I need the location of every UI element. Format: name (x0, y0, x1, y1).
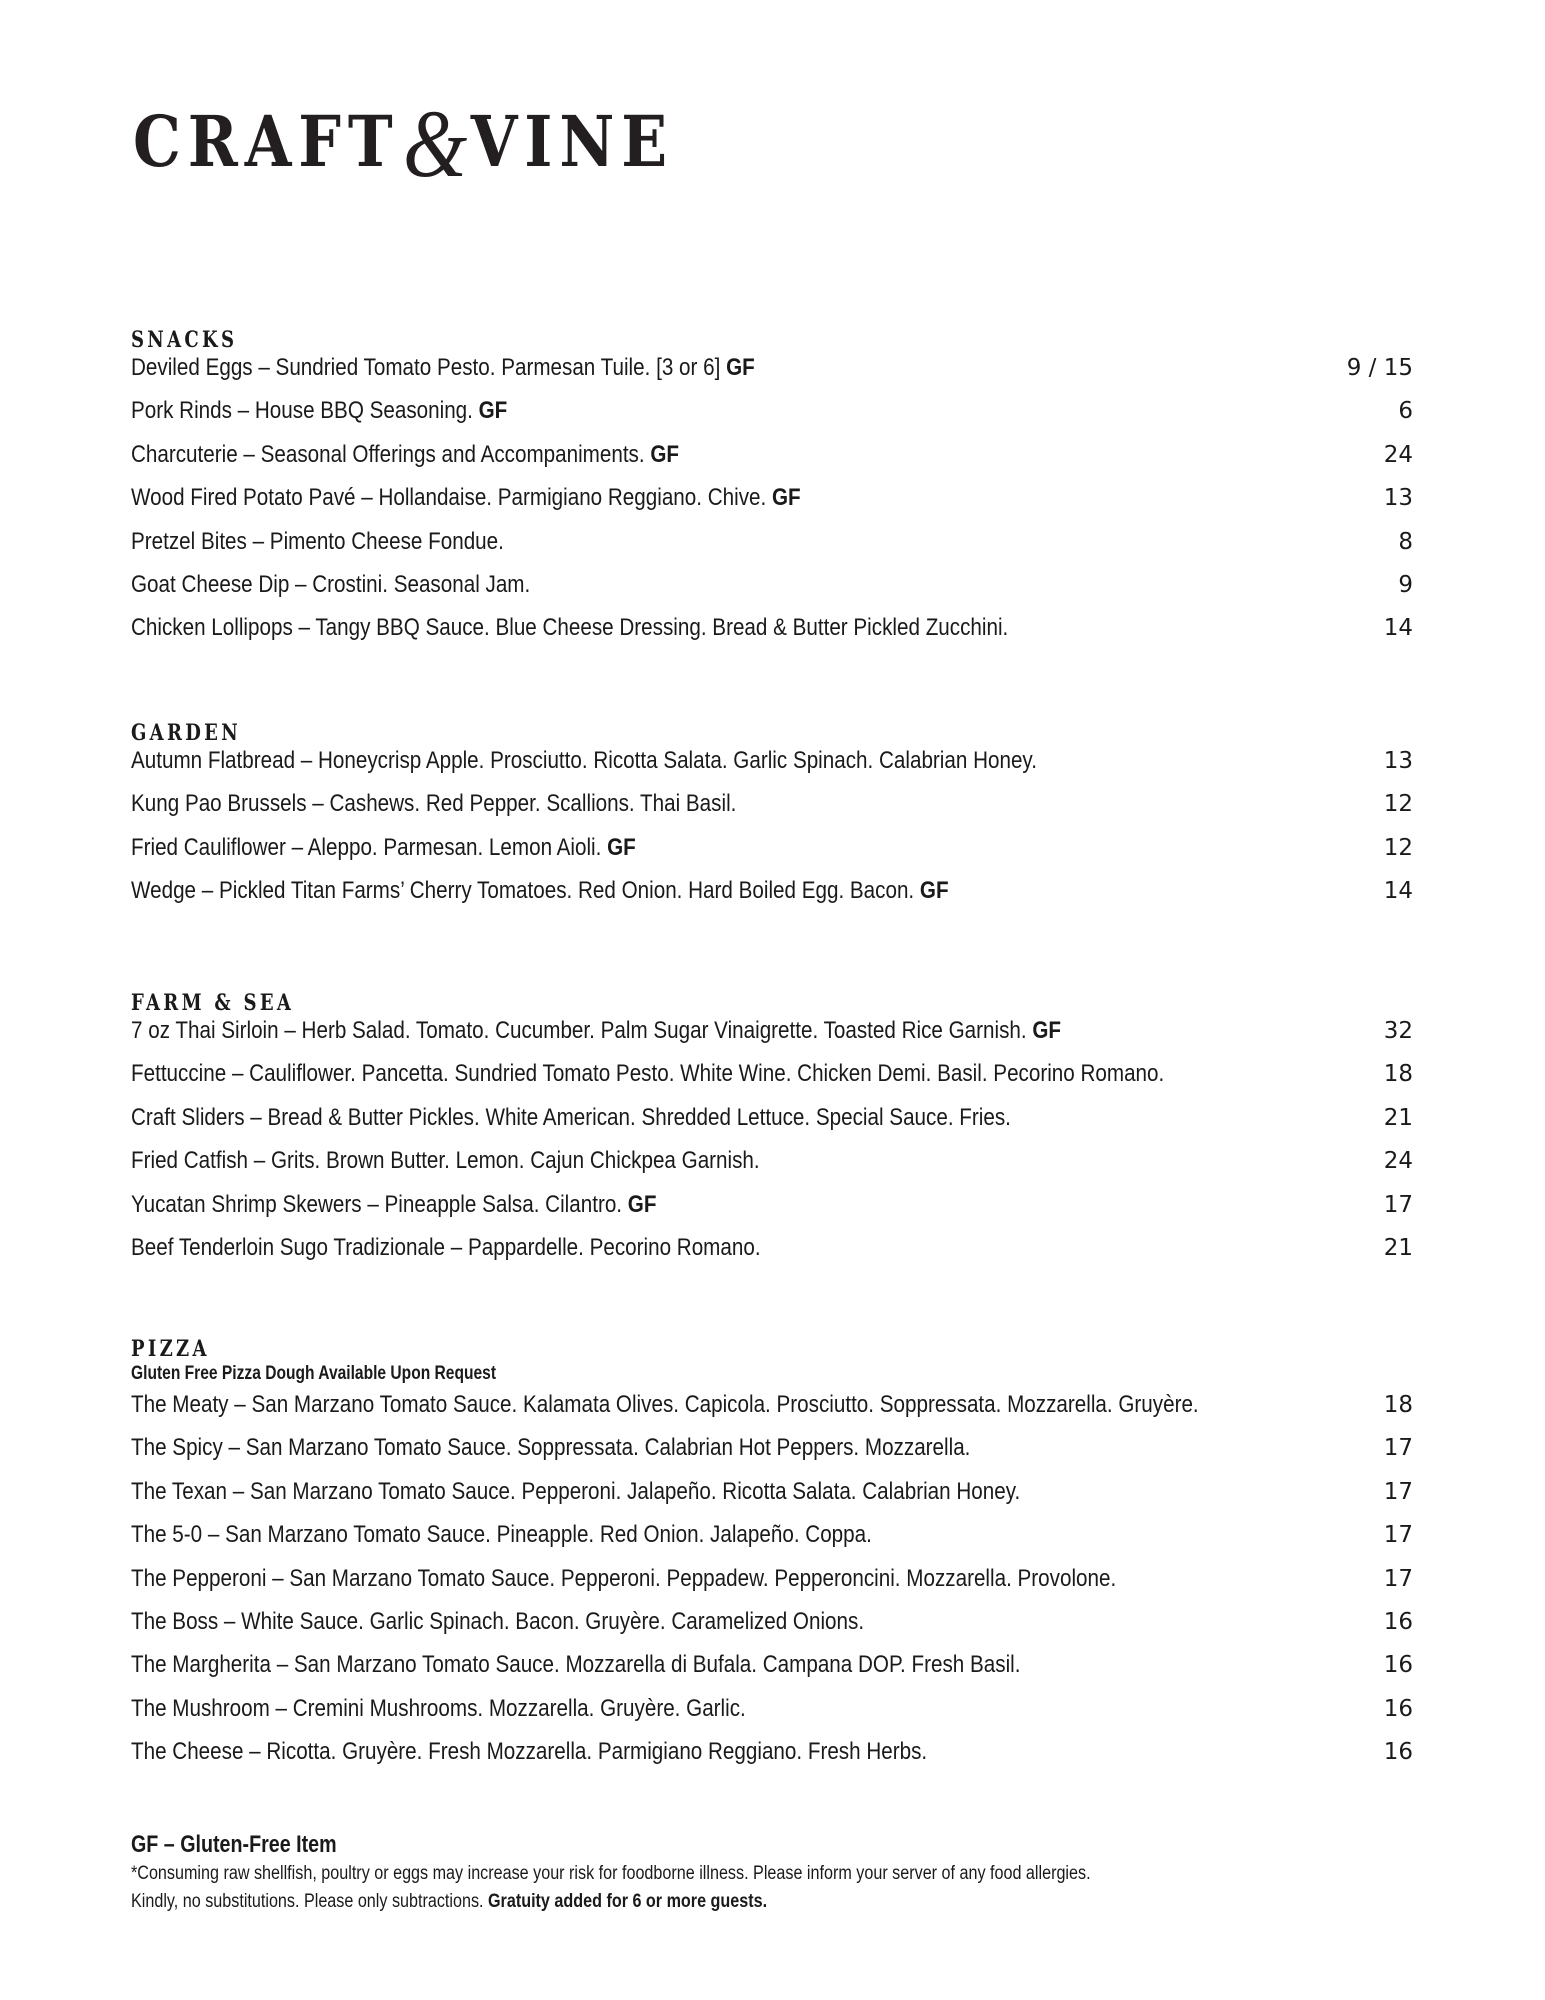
section-title: PIZZA (131, 1336, 210, 1362)
menu-item-price: 9 / 15 (1346, 355, 1413, 381)
menu-item (131, 1233, 1413, 1276)
menu-item-text: Fettuccine – Cauliflower. Pancetta. Sundried Tomato Pesto. White Wine. Chicken Demi. Basil. Pecorino Romano. (131, 1060, 1165, 1088)
brand-name-right: VINE (470, 100, 675, 183)
menu-item-price: 16 (1383, 1695, 1413, 1722)
menu-item (131, 613, 1413, 656)
menu-item (131, 1146, 1413, 1189)
menu-item-description (131, 833, 636, 863)
menu-item-text: The Spicy – San Marzano Tomato Sauce. Soppressata. Calabrian Hot Peppers. Mozzarella. (131, 1434, 971, 1462)
menu-item (131, 1433, 1413, 1476)
menu-item-price: 12 (1383, 791, 1413, 818)
menu-item (131, 1564, 1413, 1607)
menu-item-description (131, 483, 801, 513)
substitution-policy: Kindly, no substitutions. Please only subtractions. (131, 1891, 484, 1912)
menu-item (131, 1520, 1413, 1563)
menu-item-text: Wood Fired Potato Pavé – Hollandaise. Parmigiano Reggiano. Chive. (131, 484, 767, 512)
section-title: GARDEN (131, 720, 241, 746)
menu-item-price: 21 (1383, 1234, 1413, 1261)
menu-item (131, 570, 1413, 613)
menu-footer (131, 1830, 1431, 1916)
menu-item-price: 18 (1383, 1392, 1413, 1418)
menu-item-price: 21 (1383, 1104, 1413, 1131)
menu-item (131, 353, 1413, 396)
menu-section-garden (131, 720, 1413, 920)
menu-item-price: 17 (1383, 1522, 1413, 1549)
menu-item-description (131, 1190, 656, 1220)
menu-item-description (131, 353, 755, 383)
menu-item (131, 789, 1413, 832)
menu-item (131, 527, 1413, 570)
menu-item-description (131, 789, 736, 819)
menu-item-price: 9 (1398, 571, 1413, 598)
menu-item-price: 16 (1383, 1608, 1413, 1635)
menu-item-description (131, 1146, 760, 1176)
menu-item-description (131, 613, 1008, 643)
menu-item-text: The 5-0 – San Marzano Tomato Sauce. Pineapple. Red Onion. Jalapeño. Coppa. (131, 1521, 872, 1549)
menu-item-price: 14 (1383, 615, 1413, 642)
menu-item-description (131, 527, 504, 557)
menu-item-price: 18 (1383, 1061, 1413, 1088)
menu-item (131, 1737, 1413, 1780)
menu-item (131, 1650, 1413, 1693)
menu-item-price: 17 (1383, 1565, 1413, 1592)
menu-item-text: The Meaty – San Marzano Tomato Sauce. Kalamata Olives. Capicola. Prosciutto. Soppressata. Mozzarella. Gruyère. (131, 1391, 1199, 1418)
menu-item-text: The Margherita – San Marzano Tomato Sauce. Mozzarella di Bufala. Campana DOP. Fresh Basil. (131, 1651, 1021, 1679)
menu-item (131, 1103, 1413, 1146)
menu-item (131, 1477, 1413, 1520)
menu-item-text: Chicken Lollipops – Tangy BBQ Sauce. Blue Cheese Dressing. Bread & Butter Pickled Zucchini. (131, 614, 1009, 642)
brand-logo (133, 86, 675, 197)
menu-item (131, 746, 1413, 789)
menu-item-text: Fried Cauliflower – Aleppo. Parmesan. Lemon Aioli. (131, 833, 602, 861)
section-note: Gluten Free Pizza Dough Available Upon Request (131, 1363, 497, 1384)
section-title: FARM & SEA (131, 990, 295, 1016)
menu-item-description (131, 876, 949, 906)
gluten-free-badge: GF (771, 484, 801, 512)
gluten-free-badge: GF (478, 397, 508, 425)
menu-item-text: Kung Pao Brussels – Cashews. Red Pepper. Scallions. Thai Basil. (131, 790, 737, 818)
menu-section-pizza (131, 1336, 1413, 1781)
section-title: SNACKS (131, 327, 238, 353)
menu-item-description (131, 1103, 1011, 1133)
menu-item-price: 13 (1383, 485, 1413, 512)
menu-item-text: Goat Cheese Dip – Crostini. Seasonal Jam. (131, 570, 531, 598)
menu-item-text: Charcuterie – Seasonal Offerings and Accompaniments. (131, 440, 645, 468)
menu-item-text: Craft Sliders – Bread & Butter Pickles. White American. Shredded Lettuce. Special Sauce. Fries. (131, 1103, 1011, 1131)
menu-item-price: 32 (1383, 1018, 1413, 1044)
menu-item (131, 483, 1413, 526)
menu-item-description (131, 440, 679, 470)
menu-item-description (131, 1477, 1020, 1507)
menu-section-snacks (131, 327, 1413, 657)
menu-item-description (131, 1650, 1020, 1680)
menu-item-price: 24 (1383, 441, 1413, 468)
menu-item (131, 1016, 1413, 1059)
menu-item (131, 1390, 1413, 1433)
menu-item-description (131, 1520, 872, 1550)
menu-item (131, 440, 1413, 483)
policy-line (131, 1888, 1236, 1916)
menu-item (131, 1607, 1413, 1650)
menu-item-price: 6 (1398, 398, 1413, 425)
menu-item-text: The Boss – White Sauce. Garlic Spinach. Bacon. Gruyère. Caramelized Onions. (131, 1607, 865, 1635)
menu-item-description (131, 1737, 927, 1767)
menu-item-text: 7 oz Thai Sirloin – Herb Salad. Tomato. Cucumber. Palm Sugar Vinaigrette. Toasted Rice Garnish. (131, 1017, 1027, 1044)
menu-item-text: Autumn Flatbread – Honeycrisp Apple. Prosciutto. Ricotta Salata. Garlic Spinach. Calabrian Honey. (131, 747, 1037, 774)
menu-item-text: Wedge – Pickled Titan Farms’ Cherry Tomatoes. Red Onion. Hard Boiled Egg. Bacon. (131, 877, 915, 905)
gf-legend: GF – Gluten-Free Item (131, 1831, 337, 1858)
menu-item-price: 14 (1383, 878, 1413, 905)
menu-item-text: Yucatan Shrimp Skewers – Pineapple Salsa. Cilantro. (131, 1190, 623, 1218)
gluten-free-badge: GF (919, 877, 949, 905)
menu-item (131, 1190, 1413, 1233)
menu-item-description (131, 746, 1037, 776)
menu-item-price: 12 (1383, 834, 1413, 861)
gluten-free-badge: GF (726, 354, 755, 381)
menu-item-price: 24 (1383, 1148, 1413, 1175)
menu-item-description (131, 1233, 761, 1263)
brand-ampersand: & (403, 90, 468, 197)
menu-item-price: 17 (1383, 1435, 1413, 1462)
menu-item-text: Pretzel Bites – Pimento Cheese Fondue. (131, 527, 504, 555)
menu-item-price: 16 (1383, 1652, 1413, 1679)
health-disclaimer: *Consuming raw shellfish, poultry or eggs may increase your risk for foodborne illness. Please inform your server of any food allergies. (131, 1863, 1091, 1884)
menu-item-price: 17 (1383, 1191, 1413, 1218)
menu-item-text: Fried Catfish – Grits. Brown Butter. Lemon. Cajun Chickpea Garnish. (131, 1147, 760, 1175)
menu-item-description (131, 396, 507, 426)
menu-item (131, 396, 1413, 439)
menu-item-price: 17 (1383, 1478, 1413, 1505)
menu-item-price: 8 (1398, 528, 1413, 555)
menu-item-description (131, 1694, 746, 1724)
gluten-free-badge: GF (607, 833, 636, 861)
menu-item-price: 13 (1383, 748, 1413, 774)
menu-item-text: The Pepperoni – San Marzano Tomato Sauce. Pepperoni. Peppadew. Pepperoncini. Mozzarella. Provolone. (131, 1564, 1117, 1592)
menu-item-text: Pork Rinds – House BBQ Seasoning. (131, 397, 473, 425)
menu-item (131, 876, 1413, 919)
menu-item-text: Beef Tenderloin Sugo Tradizionale – Pappardelle. Pecorino Romano. (131, 1233, 761, 1261)
menu-item (131, 1694, 1413, 1737)
menu-item (131, 833, 1413, 876)
menu-item (131, 1059, 1413, 1102)
menu-item-text: The Texan – San Marzano Tomato Sauce. Pepperoni. Jalapeño. Ricotta Salata. Calabrian Honey. (131, 1477, 1021, 1505)
gluten-free-badge: GF (650, 440, 680, 468)
brand-name-left: CRAFT (133, 100, 400, 183)
gluten-free-badge: GF (1032, 1017, 1062, 1044)
menu-item-description (131, 1016, 1061, 1046)
menu-item-description (131, 1390, 1199, 1420)
menu-item-text: Deviled Eggs – Sundried Tomato Pesto. Parmesan Tuile. [3 or 6] (131, 354, 721, 381)
menu-item-description (131, 1564, 1116, 1594)
menu-section-farm-sea (131, 990, 1413, 1276)
menu-item-text: The Cheese – Ricotta. Gruyère. Fresh Mozzarella. Parmigiano Reggiano. Fresh Herbs. (131, 1738, 928, 1766)
menu-item-description (131, 1433, 970, 1463)
menu-item-description (131, 570, 530, 600)
menu-item-price: 16 (1383, 1739, 1413, 1766)
gluten-free-badge: GF (627, 1190, 657, 1218)
menu-item-description (131, 1607, 864, 1637)
gratuity-note: Gratuity added for 6 or more guests. (488, 1891, 768, 1912)
menu-item-text: The Mushroom – Cremini Mushrooms. Mozzarella. Gruyère. Garlic. (131, 1694, 746, 1722)
menu-item-description (131, 1059, 1164, 1089)
